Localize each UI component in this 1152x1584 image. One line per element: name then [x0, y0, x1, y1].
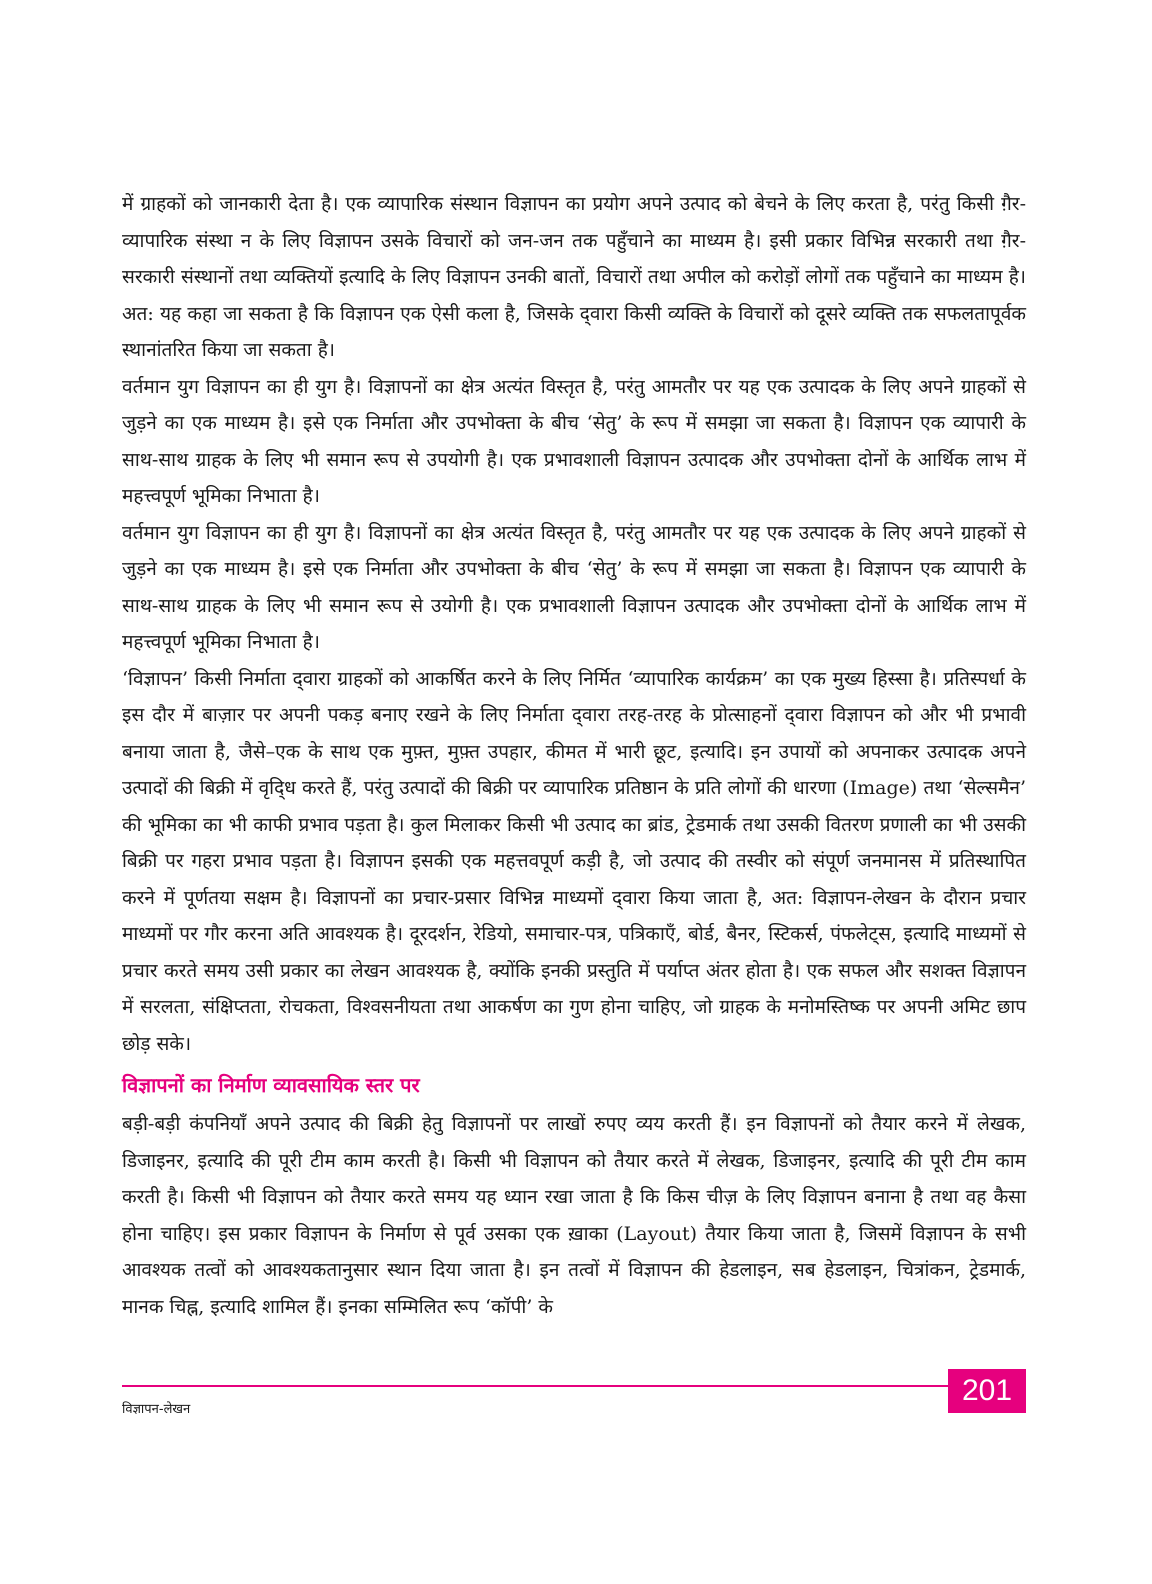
- page-number-badge: 201: [948, 1369, 1026, 1413]
- section-heading: विज्ञापनों का निर्माण व्यावसायिक स्तर पर: [122, 1073, 420, 1097]
- page-body: [122, 186, 1026, 1325]
- paragraph-current-era-repeat: वर्तमान युग विज्ञापन का ही युग है। विज्ञापनों का क्षेत्र अत्यंत विस्तृत है, परंतु आमतौर पर यह एक उत्पादक के लिए अपने ग्राहकों से जुड़ने का एक माध्यम है। इसे एक निर्माता और उपभोक्ता के बीच ‘सेतु’ के रूप में समझा जा सकता है। विज्ञापन एक व्यापारी के साथ-साथ ग्राहक के लिए भी समान रूप से उयोगी है। एक प्रभावशाली विज्ञापन उत्पादक और उपभोक्ता दोनों के आर्थिक लाभ में महत्त्वपूर्ण भूमिका निभाता है।: [122, 521, 1026, 653]
- paragraph-current-era: वर्तमान युग विज्ञापन का ही युग है। विज्ञापनों का क्षेत्र अत्यंत विस्तृत है, परंतु आमतौर पर यह एक उत्पादक के लिए अपने ग्राहकों से जुड़ने का एक माध्यम है। इसे एक निर्माता और उपभोक्ता के बीच ‘सेतु’ के रूप में समझा जा सकता है। विज्ञापन एक व्यापारी के साथ-साथ ग्राहक के लिए भी समान रूप से उपयोगी है। एक प्रभावशाली विज्ञापन उत्पादक और उपभोक्ता दोनों के आर्थिक लाभ में महत्त्वपूर्ण भूमिका निभाता है।: [122, 375, 1026, 507]
- footer-chapter-label: विज्ञापन-लेखन: [122, 1402, 191, 1417]
- footer-divider: [122, 1385, 948, 1387]
- paragraph-commercial-production: बड़ी-बड़ी कंपनियाँ अपने उत्पाद की बिक्री हेतु विज्ञापनों पर लाखों रुपए व्यय करती हैं। इन विज्ञापनों को तैयार करने में लेखक, डिजाइनर, इत्यादि की पूरी टीम काम करती है। किसी भी विज्ञापन को तैयार करते में लेखक, डिजाइनर, इत्यादि की पूरी टीम काम करती है। किसी भी विज्ञापन को तैयार करते समय यह ध्यान रखा जाता है कि किस चीज़ के लिए विज्ञापन बनाना है तथा वह कैसा होना चाहिए। इस प्रकार विज्ञापन के निर्माण से पूर्व उसका एक ख़ाका (Layout) तैयार किया जाता है, जिसमें विज्ञापन के सभी आवश्यक तत्वों को आवश्यकतानुसार स्थान दिया जाता है। इन तत्वों में विज्ञापन की हेडलाइन, सब हेडलाइन, चित्रांकन, ट्रेडमार्क, मानक चिह्न, इत्यादि शामिल हैं। इनका सम्मिलित रूप ‘कॉपी’ के: [122, 1113, 1026, 1318]
- paragraph-intro: में ग्राहकों को जानकारी देता है। एक व्यापारिक संस्थान विज्ञापन का प्रयोग अपने उत्पाद को बेचने के लिए करता है, परंतु किसी ग़ैर-व्यापारिक संस्था न के लिए विज्ञापन उसके विचारों को जन-जन तक पहुँचाने का माध्यम है। इसी प्रकार विभिन्न सरकारी तथा ग़ैर-सरकारी संस्थानों तथा व्यक्तियों इत्यादि के लिए विज्ञापन उनकी बातों, विचारों तथा अपील को करोड़ों लोगों तक पहुँचाने का माध्यम है। अत: यह कहा जा सकता है कि विज्ञापन एक ऐसी कला है, जिसके द्‍वारा किसी व्यक्ति के विचारों को दूसरे व्यक्ति तक सफलतापूर्वक स्थानांतरित किया जा सकता है।: [122, 193, 1026, 361]
- paragraph-advertising-program: ‘विज्ञापन’ किसी निर्माता द्‍वारा ग्राहकों को आकर्षित करने के लिए निर्मित ‘व्यापारिक कार्यक्रम’ का एक मुख्य हिस्सा है। प्रतिस्पर्धा के इस दौर में बाज़ार पर अपनी पकड़ बनाए रखने के लिए निर्माता द्‍वारा तरह-तरह के प्रोत्साहनों द्‍वारा विज्ञापन को और भी प्रभावी बनाया जाता है, जैसे–एक के साथ एक मुफ़्त, मुफ़्त उपहार, कीमत में भारी छूट, इत्यादि। इन उपायों को अपनाकर उत्पादक अपने उत्पादों की बिक्री में वृद्‍धि करते हैं, परंतु उत्पादों की बिक्री पर व्यापारिक प्रतिष्ठान के प्रति लोगों की धारणा (Image) तथा ‘सेल्समैन’ की भूमिका का भी काफी प्रभाव पड़ता है। कुल मिलाकर किसी भी उत्पाद का ब्रांड, ट्रेडमार्क तथा उसकी वितरण प्रणाली का भी उसकी बिक्री पर गहरा प्रभाव पड़ता है। विज्ञापन इसकी एक महत्तवपूर्ण कड़ी है, जो उत्पाद की तस्वीर को संपूर्ण जनमानस में प्रतिस्थापित करने में पूर्णतया सक्षम है। विज्ञापनों का प्रचार-प्रसार विभिन्न माध्यमों द्‍वारा किया जाता है, अत: विज्ञापन-लेखन के दौरान प्रचार माध्यमों पर गौर करना अति आवश्यक है। दूरदर्शन, रेडियो, समाचार-पत्र, पत्रिकाएँ, बोर्ड, बैनर, स्टिकर्स, पंफलेट्स, इत्यादि माध्यमों से प्रचार करते समय उसी प्रकार का लेखन आवश्यक है, क्योंकि इनकी प्रस्तुति में पर्याप्त अंतर होता है। एक सफल और सशक्त विज्ञापन में सरलता, संक्षिप्तता, रोचकता, विश्वसनीयता तथा आकर्षण का गुण होना चाहिए, जो ग्राहक के मनोमस्तिष्क पर अपनी अमिट छाप छोड़ सके।: [122, 667, 1026, 1055]
- page-footer: [122, 1374, 1026, 1439]
